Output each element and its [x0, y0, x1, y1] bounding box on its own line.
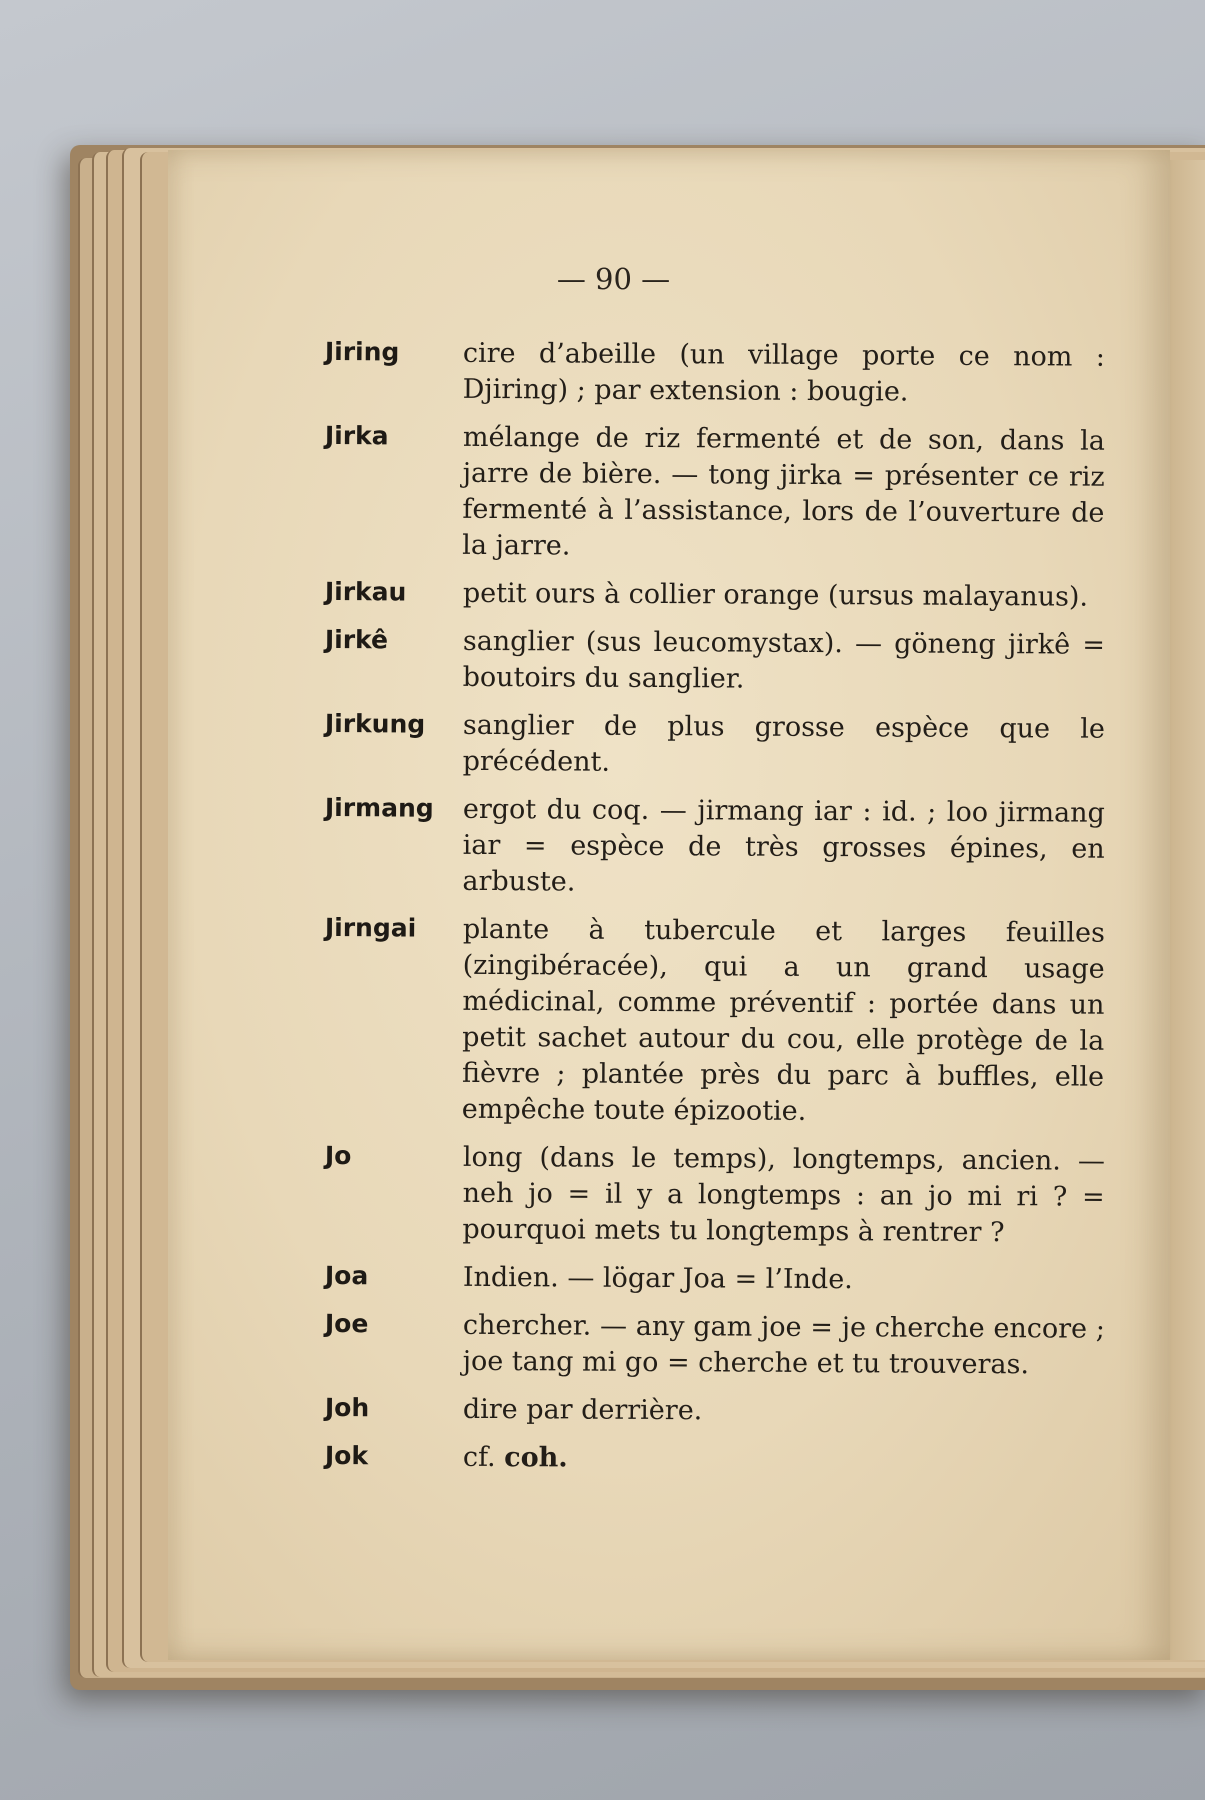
definition: dire par derrière.: [462, 1393, 703, 1427]
dictionary-entry: [325, 1391, 1105, 1432]
dictionary-entry: [325, 707, 1105, 784]
headword: Jirka: [324, 420, 389, 451]
headword: Jok: [324, 1441, 369, 1471]
dictionary-entry: [325, 335, 1105, 412]
definition: plante à tubercule et larges feuilles (zingibéracée), qui a un grand usage médicinal, comme préventif : portée dans un petit sachet autour du cou, elle protège de la fièvre ; plantée près du parc à buffles, elle empêche toute épizootie.: [461, 913, 1105, 1127]
page-number: — 90 —: [556, 262, 671, 296]
headword: Jiring: [324, 336, 400, 367]
headword: Jirkau: [324, 577, 407, 607]
dictionary-entry: [324, 911, 1105, 1132]
definition: [463, 1440, 1105, 1480]
headword: Joh: [324, 1393, 370, 1423]
headword: Jirngai: [324, 912, 417, 943]
dictionary-entry: [324, 791, 1105, 904]
definition: ergot du coq. — jirmang iar : id. ; loo jirmang iar = espèce de très grosses épines, en arbuste.: [462, 793, 1105, 898]
headword: Joa: [324, 1261, 369, 1291]
headword: Joe: [324, 1309, 369, 1339]
definition: petit ours à collier orange (ursus malayanus).: [462, 577, 1089, 613]
definition: sanglier (sus leucomystax). — göneng jirkê = boutoirs du sanglier.: [462, 625, 1105, 695]
definition: sanglier de plus grosse espèce que le précédent.: [462, 709, 1105, 778]
dictionary-entry: [325, 623, 1105, 700]
definition: Indien. — lögar Joa = l’Inde.: [462, 1261, 853, 1296]
dictionary-entry: [325, 575, 1105, 616]
definition: chercher. — any gam joe = je cherche encore ; joe tang mi go = cherche et tu trouveras.: [462, 1309, 1105, 1381]
definition: cire d’abeille (un village porte ce nom : Djiring) ; par extension : bougie.: [462, 337, 1105, 408]
headword: Jirkê: [324, 625, 389, 655]
dictionary-entry: [325, 1259, 1105, 1300]
headword: Jo: [324, 1141, 352, 1171]
definition-prefix: cf.: [462, 1441, 496, 1474]
dictionary-entry: [324, 1139, 1105, 1252]
dictionary-entry: [325, 1439, 1105, 1480]
headword: Jirmang: [324, 793, 434, 823]
dictionary-entry: [325, 1307, 1105, 1384]
definition: long (dans le temps), longtemps, ancien. — neh jo = il y a longtemps : an jo mi ri ? = pourquoi mets tu longtemps à rentrer ?: [462, 1141, 1105, 1249]
cross-reference: coh.: [504, 1442, 568, 1474]
dictionary-entries: [325, 335, 1105, 1487]
dictionary-entry: [324, 419, 1105, 568]
headword: Jirkung: [324, 709, 426, 739]
definition: mélange de riz fermenté et de son, dans la jarre de bière. — tong jirka = présenter ce riz fermenté à l’assistance, lors de l’ouverture de la jarre.: [462, 421, 1105, 562]
